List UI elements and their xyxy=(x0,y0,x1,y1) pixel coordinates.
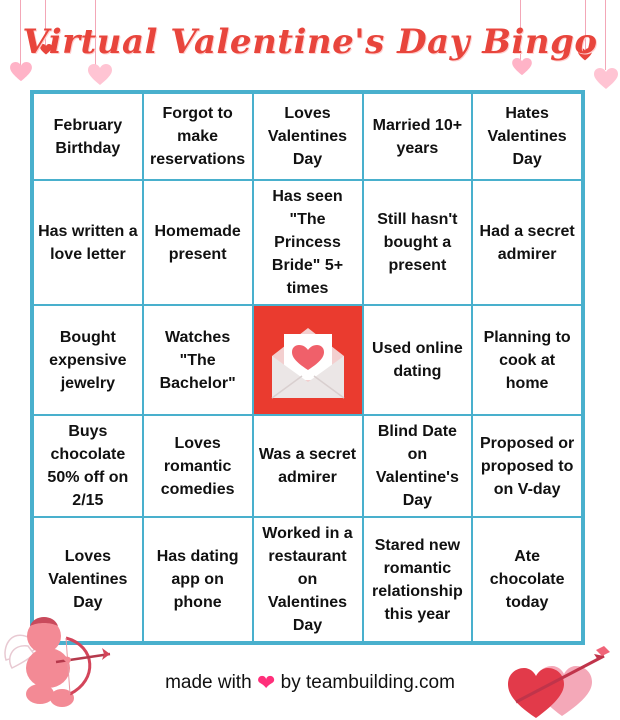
bingo-cell[interactable]: Blind Date on Valentine's Day xyxy=(363,415,473,517)
bingo-cell[interactable]: Watches "The Bachelor" xyxy=(143,305,253,415)
bingo-cell[interactable]: Proposed or proposed to on V-day xyxy=(472,415,582,517)
bingo-cell[interactable]: Loves romantic comedies xyxy=(143,415,253,517)
bingo-cell[interactable]: Worked in a restaurant on Valentines Day xyxy=(253,517,363,642)
footer-prefix: made with xyxy=(165,672,252,693)
bingo-cell[interactable]: Has written a love letter xyxy=(33,180,143,305)
heart-icon: ❤ xyxy=(256,670,276,695)
footer-suffix: by teambuilding.com xyxy=(280,672,455,693)
bingo-cell[interactable]: Used online dating xyxy=(363,305,473,415)
bingo-cell[interactable]: Ate chocolate today xyxy=(472,517,582,642)
heart-decoration-icon xyxy=(594,68,618,90)
bingo-cell[interactable]: Was a secret admirer xyxy=(253,415,363,517)
bingo-cell[interactable]: Hates Valentines Day xyxy=(472,93,582,180)
heart-decoration-icon xyxy=(88,64,112,86)
heart-decoration-icon xyxy=(10,62,32,82)
bingo-cell[interactable]: Buys chocolate 50% off on 2/15 xyxy=(33,415,143,517)
bingo-cell[interactable]: Loves Valentines Day xyxy=(33,517,143,642)
bingo-cell[interactable]: Has seen "The Princess Bride" 5+ times xyxy=(253,180,363,305)
cupid-icon xyxy=(0,598,120,716)
bingo-cell[interactable]: Had a secret admirer xyxy=(472,180,582,305)
bingo-cell[interactable]: Stared new romantic relationship this year xyxy=(363,517,473,642)
bingo-cell[interactable]: Bought expensive jewelry xyxy=(33,305,143,415)
love-letter-envelope-icon xyxy=(254,306,362,414)
free-space-cell[interactable] xyxy=(253,305,363,415)
bingo-cell[interactable]: Planning to cook at home xyxy=(472,305,582,415)
page-title: Virtual Valentine's Day Bingo xyxy=(22,22,598,62)
bingo-grid xyxy=(30,90,585,645)
bingo-cell[interactable]: Has dating app on phone xyxy=(143,517,253,642)
footer-credit xyxy=(0,670,620,696)
bingo-cell[interactable]: Still hasn't bought a present xyxy=(363,180,473,305)
bingo-cell[interactable]: Loves Valentines Day xyxy=(253,93,363,180)
bingo-cell[interactable]: Homemade present xyxy=(143,180,253,305)
bingo-cell[interactable]: Forgot to make reservations xyxy=(143,93,253,180)
bingo-cell[interactable]: February Birthday xyxy=(33,93,143,180)
bingo-cell[interactable]: Married 10+ years xyxy=(363,93,473,180)
